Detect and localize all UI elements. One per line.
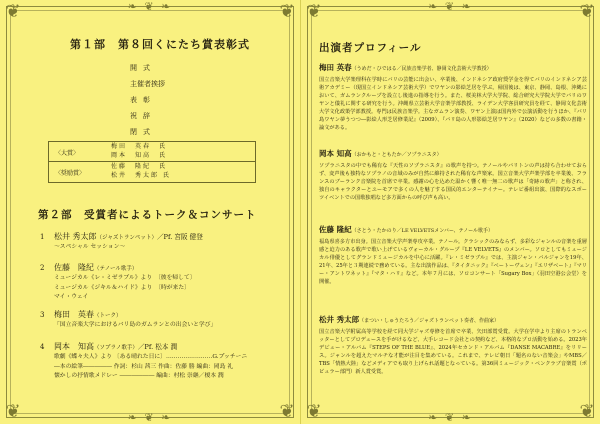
ceremony-item: 開式 (130, 64, 156, 72)
award-row-grand (49, 142, 255, 162)
profiles-heading: 出演者プロフィール (319, 42, 422, 54)
award-row-encouragement (49, 162, 255, 182)
program-role: （トーク） (94, 313, 122, 319)
award-category: 〈大賞〉 (55, 150, 80, 157)
performer-reading: （さとう・たかのり／LE VELVETSメンバー、テノール歌手） (351, 228, 494, 234)
program-performer: 松井 秀太郎 (54, 232, 97, 241)
program-number: 2 (40, 264, 45, 272)
ceremony-item: 閉式 (130, 128, 156, 136)
performer-reading: （まつい・しゅうたろう／ジャズトランペット奏者、作曲家） (359, 318, 500, 324)
program-role: （テノール歌手） (94, 266, 138, 272)
performer-reading: （おかもと・ともたか／ソプラニスタ） (351, 152, 442, 158)
ceremony-item: 表彰 (130, 96, 156, 104)
ornament-corner-icon: ❦ (306, 1, 322, 22)
ornament-flourish-icon: ❧ ❦ ❧ (127, 0, 173, 13)
program-role: （ソプラノ歌手） (94, 345, 138, 351)
performer-name: 梅田 英春 (319, 63, 352, 72)
ornament-corner-icon: ❦ (5, 401, 21, 422)
award-recipient: 松井 秀太郎 氏 (111, 171, 171, 179)
award-names (111, 163, 171, 180)
ceremony-item: 主催者挨拶 (130, 80, 165, 88)
award-names (111, 143, 167, 160)
performer-name: 松井 秀太郎 (319, 315, 360, 324)
program-role: （ジャズトランペット） (96, 235, 157, 241)
program-accompanist: ／Pf. 宮阪 健登 (156, 233, 203, 241)
ornament-flourish-icon: ❧ ❦ ❧ (428, 411, 473, 424)
program-line: 「国立音楽大学におけるバリ島のガムランとの出会いと学び」 (54, 322, 217, 328)
program-line: 歌劇《蝶々夫人》より 〔ある晴れた日に〕……………………G.プッチーニ (54, 354, 248, 360)
ornament-corner-icon: ❦ (579, 401, 595, 422)
award-recipient: 梅田 英春 氏 (111, 143, 168, 150)
performer-profile (319, 148, 587, 202)
part2-heading: 第２部 受賞者によるトーク＆コンサート (38, 209, 257, 221)
program-line: 懐かしの抒情歌メドレー ―――――― 編曲：村松 崇継／榎本 潤 (54, 373, 224, 379)
award-recipient: 佐藤 隆紀 氏 (111, 163, 168, 170)
program-line: ミュージカル《レ・ミゼラブル》より 〔彼を帰して〕 (54, 275, 196, 281)
program-performer: 岡本 知高 (54, 342, 94, 351)
program-item (40, 263, 280, 303)
award-table (48, 141, 256, 183)
program-performer: 佐藤 隆紀 (54, 263, 94, 272)
performer-bio: 福島県喜多方市出身。国立音楽大学声楽専攻卒業。テノール。クラシックのみならず、多彩なジャンルの音楽を重層感と迫力のある歌声で歌い上げているヴォーカル・グループ『LE VELVETS』のメンバー。ソロとしてもミュージカル俳優としてグランドミュージカルを中心に活躍。『レ・ミゼラブル』では、主演ジャン・バルジャンを19年、21年、25年と３期連続で務めている。主な出演作品は、『タイタニック』『ベートーヴェン』『エリザベート』『マリー・アントワネット』『マタ・ハリ』など。本年７月には、ソロコンサート「Sugary Box」（羽田空港公会堂）を開催。 (319, 239, 587, 285)
award-recipient: 岡本 知高 氏 (111, 151, 168, 159)
award-category: 〈奨励賞〉 (55, 170, 86, 177)
ceremony-item: 祝辞 (130, 112, 156, 120)
performer-name: 岡本 知高 (319, 149, 352, 158)
profiles-page (300, 0, 600, 424)
program-performer: 梅田 英春 (54, 310, 94, 319)
program-number: 3 (40, 311, 45, 319)
ornament-corner-icon: ❦ (579, 1, 595, 22)
program-number: 4 (40, 343, 45, 351)
ornament-corner-icon: ❦ (5, 1, 21, 22)
ceremony-order (130, 60, 220, 140)
program-item (40, 342, 280, 382)
performer-bio: 国立音楽大学附属高等学校を経て同大学ジャズ専修を首席で卒業、矢田部賞受賞。大学在学中より主席のトランペッターとしてプロデュースを手がけるなど、大手レコード会社との契約など、本格的なプロ活動を始める。2023年デビュー・アルバム『STEPS OF THE BLUE』、2024年セカンド・アルバム『DANSE MACABRE』をリリース。ジャンルを超えたマルチな才能が注目を集めている。これまで、テレビ朝日「題名のない音楽会」やMBS／TBS「情熱大陸」などメディアでも取り上げられ話題となっている。第36回ミュージック・ペンクラブ音楽賞（ポピュラー部門）新人賞受賞。 (319, 329, 587, 375)
ornament-corner-icon: ❦ (279, 401, 295, 422)
program-item (40, 310, 280, 331)
program-line: マイ・ウェイ (54, 294, 89, 300)
performer-bio: ソプラニスタの中でも稀有な『天性のソプラニスタ』の歌声を持つ。テノールやバリトンの声は持ち合わせておらず、変声後も独特なソプラノの音域のみが自然に維持された稀有な声楽家。国立音楽大学声楽学部を卒業後、フランスのブーランク音楽院を首席で卒業。感謝の心を込めた温かく響く唯一無二の歌声は「奇跡の歌声」と称され、独自のキャラクターとユーモアで多くの人を魅了する国民的エンターテイナー。テレビ番組出演、国際的なスポーツイベントでの国歌独唱など多方面からの呼び声も高い。 (319, 163, 587, 201)
program-accompanist: ／Pf. 松本 潤 (137, 343, 178, 351)
program-line: ミュージカル《ジキル＆ハイド》より 〔時が来た〕 (54, 284, 190, 291)
program-item (40, 232, 280, 253)
program-number: 1 (40, 233, 45, 241)
performer-reading: （うめだ・ひではる／民族音楽学者、静岡文化芸術大学教授） (351, 66, 492, 72)
ornament-flourish-icon: ❧ ❦ ❧ (127, 411, 173, 424)
performer-profile (319, 62, 587, 132)
program-line: ～スペシャル セッション～ (54, 244, 126, 250)
performer-name: 佐藤 隆紀 (319, 225, 352, 234)
performer-bio: 国立音楽大学楽理科在学時にバリの芸能に出会い、卒業後、インドネシア政府奨学金を得てバリのインドネシア芸術アカデミー（現国立インドネシア芸術大学）でワヤンの影絵芝居を学ぶ。帰国後は、東京、静岡、島根、沖縄において、ガムランクループを設立し後進の指導を行う。また、桜美林大学大学院、総合研究大学院大学でバリのワヤンと儀礼に関する研究を行う。沖縄県立芸術大学音楽学部教授、ライデン大学客員研究員を経て、静岡文化芸術大学文化政策学部教授。専門は民族音楽学。主なガムラン演奏、ワヤン上演は国内外で公演活動を行うほか、『バリ島ワヤン夢うつつ―影絵人形芝居修業記』（2009）、『バリ島の人形影絵芝居ワヤン』（2020）などの多数の書籍・論文がある。 (319, 77, 587, 131)
part1-heading: 第１部 第８回くにたち賞表彰式 (70, 38, 250, 51)
ornament-corner-icon: ❦ (306, 401, 322, 422)
ornament-corner-icon: ❦ (279, 1, 295, 22)
performer-profile (319, 224, 587, 286)
performer-profile (319, 314, 587, 376)
program-line: ―本の絵筆――――― 作詞：杉山 茜三 作曲：佐藤 勝 編曲：岡島 礼 (54, 363, 234, 370)
ornament-flourish-icon: ❧ ❦ ❧ (428, 0, 473, 13)
